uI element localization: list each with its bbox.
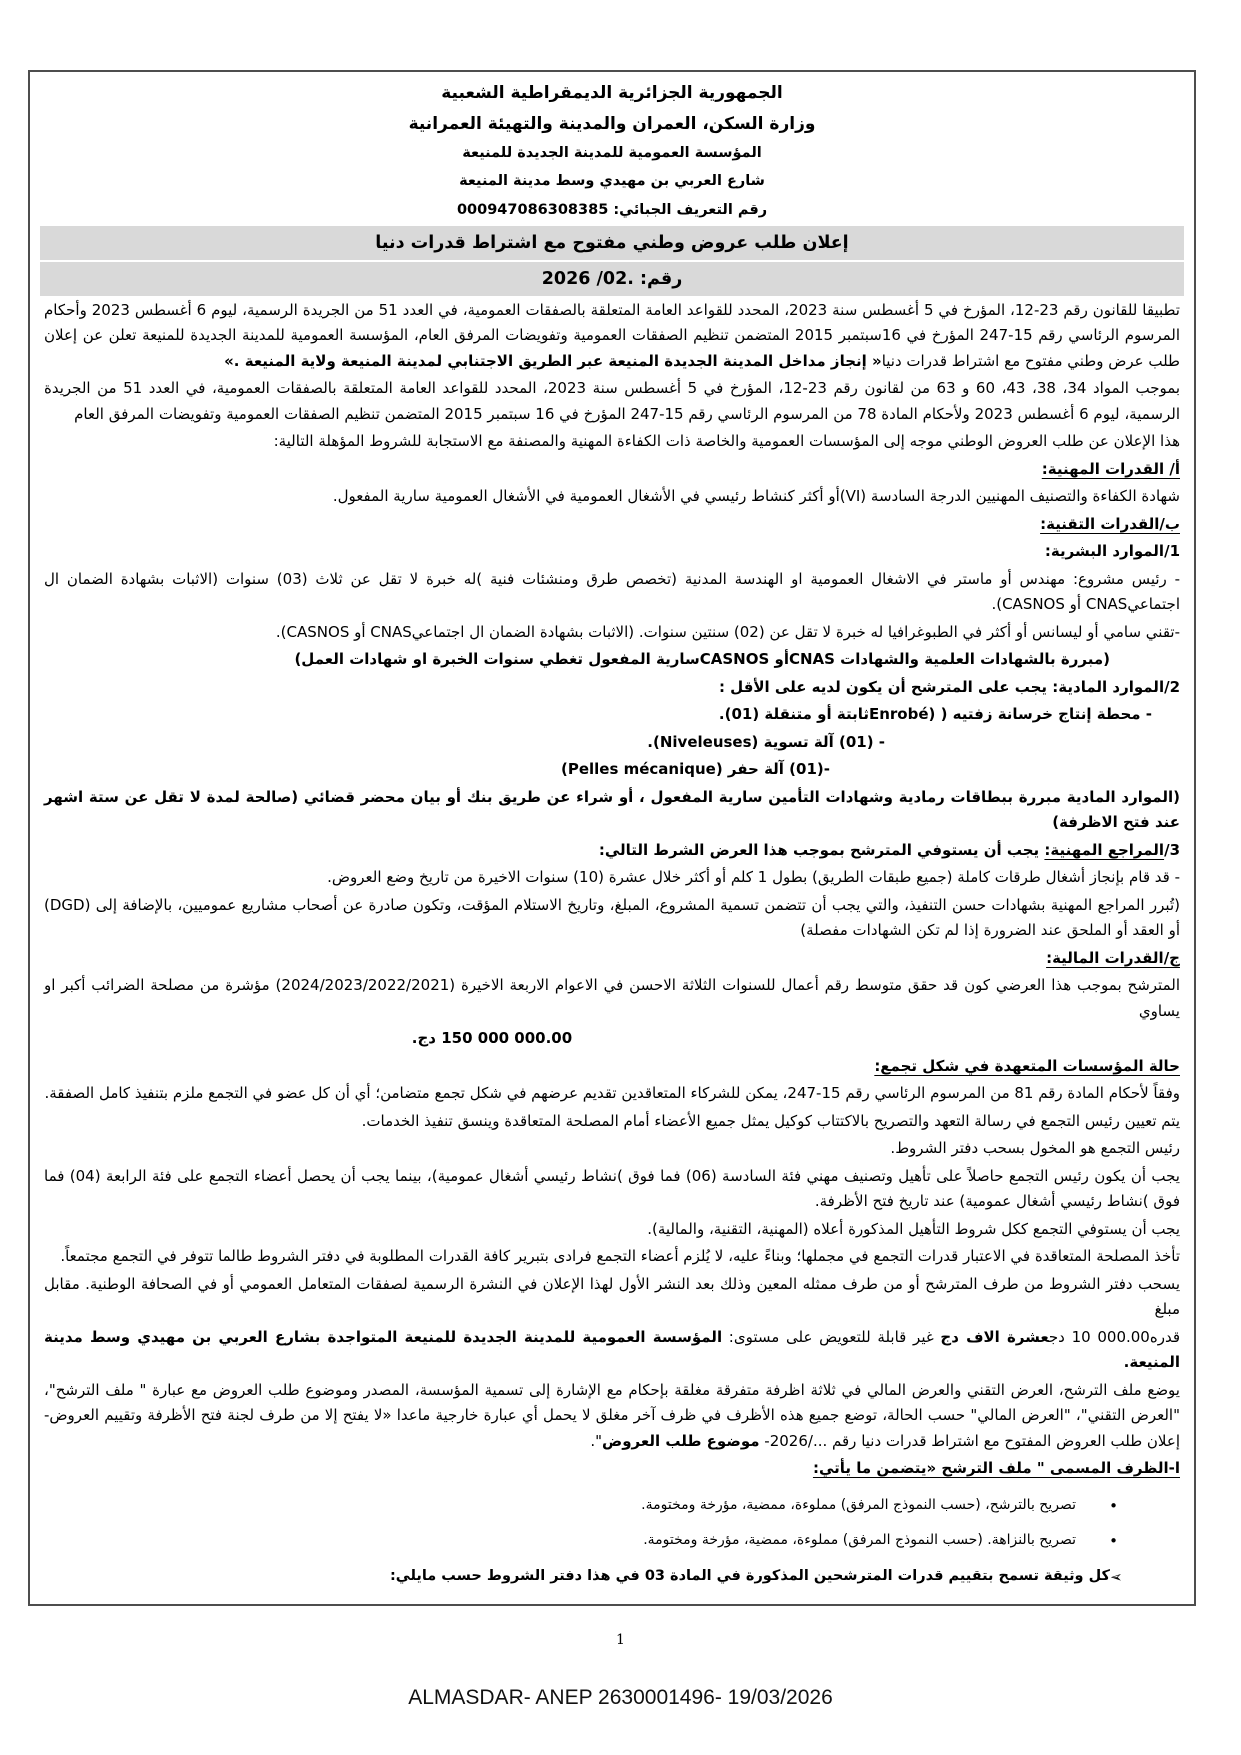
para-group-capacities: تأخذ المصلحة المتعاقدة في الاعتبار قدرات التجمع في مجملها؛ وبناءً عليه، لا يُلزم أعضاء التجمع فرادى بتبرير كافة القدرات المطلوبة في دفتر الشروط طالما تتوفر في التجمع مجتمعاً.	[60, 1247, 1180, 1266]
item-project-manager: - رئيس مشروع: مهندس أو ماستر في الاشغال العمومية او الهندسة المدنية (تخصص طرق ومنشئات فنية )له خبرة لا تقل عن ثلاث (03) سنوات (الاثبات بشهادة الضمان ال اجتماعيCNAS أو CASNOS).	[44, 569, 1180, 614]
arrowhead-bullet-icon: ➢	[1110, 1567, 1123, 1586]
para-envelopes-end: ".	[590, 1431, 603, 1450]
heading-material-resources: 2/الموارد المادية: يجب على المترشح أن يكون لديه على الأقل :	[718, 677, 1180, 696]
heading-human-resources: 1/الموارد البشرية:	[1044, 542, 1180, 561]
heading-group-case	[44, 1054, 1180, 1080]
para-envelopes-text: يوضع ملف الترشح، العرض التقني والعرض المالي في ثلاثة اظرفة متفرقة مغلقة بإحكام مع الإشارة إلى تسمية المؤسسة، المصدر وموضوع طلب العروض مع عبارة " ملف الترشح"، "العرض التقني"، "العرض المالي" حسب الحالة، توضع جميع هذه الأظرف في ظرف آخر مغلق لا يحمل أي عبارة خارجية ماعدا «لا يفتح إلا من طرف لجنة فتح الأظرفة وتقييم العروض-إعلان طلب العروض المفتوح مع اشتراط قدرات دنيا رقم .../2026-	[44, 1380, 1180, 1450]
para-material-proof: (الموارد المادية مبررة ببطاقات رمادية وشهادات التأمين سارية المفعول ، أو شراء عن طريق بنك أو بيان محضر قضائي (صالحة لمدة لا تقل عن ستة اشهر عند فتح الاظرفة)	[44, 787, 1180, 832]
bullet-icon: •	[1109, 1496, 1118, 1515]
banner-number-year: 2026	[541, 268, 591, 289]
heading-financial-capacities	[44, 946, 1180, 972]
para-addressees: هذا الإعلان عن طلب العروض الوطني موجه إلى المؤسسات العمومية والخاصة ذات الكفاءة المهنية والمصنفة مع الاستجابة للشروط المؤهلة التالية:	[273, 432, 1180, 451]
para-references-note: (تُبرر المراجع المهنية بشهادات حسن التنفيذ، والتي يجب أن تتضمن تسمية المشروع، المبلغ، وتاريخ الاستلام المؤقت، وتكون صادرة عن أصحاب مشاريع عموميين، بالإضافة إلى (DGD) أو العقد أو الملحق عند الضرورة إذا لم تكن الشهادات مفصلة)	[44, 895, 1180, 940]
document-frame	[28, 70, 1196, 1606]
item-excavator: -(01) آلة حفر (Pelles mécanique)	[560, 760, 830, 779]
item-asphalt-plant: - محطة إنتاج خرسانة زفتيه ( (Enrobéثابتة أو متنقلة (01).	[718, 705, 1152, 724]
header-republic: الجمهورية الجزائرية الديمقراطية الشعبية	[441, 83, 783, 103]
para-group-qualification: يجب أن يستوفي التجمع ككل شروط التأهيل المذكورة أعلاه (المهنية، التقنية، والمالية).	[647, 1219, 1180, 1238]
fee-middle: غير قابلة للتعويض على مستوى:	[722, 1327, 941, 1346]
header-ministry: وزارة السكن، العمران والمدينة والتهيئة العمرانية	[408, 113, 816, 134]
heading-professional-references-label: المراجع المهنية:	[1044, 840, 1165, 859]
heading-technical-capacities-label: ب/القدرات التقنية:	[1040, 514, 1180, 533]
item-evaluation-documents-text: كل وثيقة تسمح بتقييم قدرات المترشحين المذكورة في المادة 03 في هذا دفتر الشروط حسب مايلي:	[390, 1567, 1110, 1584]
para-envelopes-subject: موضوع طلب العروض	[602, 1431, 760, 1450]
banner-number-prefix: رقم: .02/	[590, 268, 683, 289]
header-tax-id: رقم التعريف الجبائي: 000947086308385	[456, 201, 768, 218]
footer-anep: ALMASDAR- ANEP 2630001496- 19/03/2026	[408, 1686, 833, 1709]
banner-title: إعلان طلب عروض وطني مفتوح مع اشتراط قدرات دنيا	[40, 226, 1184, 260]
page-number: 1	[616, 1632, 625, 1648]
para-group-leader-designation: يتم تعيين رئيس التجمع في رسالة التعهد والتصريح بالاكتتاب كوكيل يمثل جميع الأعضاء أمام المصلحة المتعاقدة وينسق تنفيذ الخدمات.	[361, 1111, 1180, 1130]
fee-prefix: قدره10 000.00 دج	[1048, 1327, 1180, 1346]
heading-candidacy-envelope	[44, 1456, 1180, 1482]
item-road-works: - قد قام بإنجاز أشغال طرقات كاملة (جميع طبقات الطريق) بطول 1 كلم أو أكثر خلال عشرة (10) سنوات الاخيرة من تاريخ وضع العروض.	[327, 868, 1180, 887]
heading-financial-capacities-label: ج/القدرات المالية:	[1046, 948, 1180, 967]
para-group-solidarity: وفقاً لأحكام المادة رقم 81 من المرسوم الرئاسي رقم 15-247، يمكن للشركاء المتعاقدين تقديم عرضهم في شكل تجمع متضامن؛ أي أن كل عضو في التجمع ملزم بتنفيذ كامل الصفقة.	[44, 1084, 1180, 1103]
heading-professional-references-number: 3/	[1164, 840, 1180, 859]
para-qualification-certificate: شهادة الكفاءة والتصنيف المهنيين الدرجة السادسة (VI)أو أكثر كنشاط رئيسي في الأشغال العمومية في الأشغال العمومية سارية المفعول.	[332, 487, 1180, 506]
project-title: « إنجاز مداخل المدينة الجديدة المنيعة عبر الطريق الاجتنابي لمدينة المنيعة ولاية المنيعة .»	[224, 351, 882, 370]
para-booklet-withdrawal: يسحب دفتر الشروط من طرف المترشح أو من طرف ممثله المعين وذلك بعد النشر الأول لهذا الإعلان في النشرة الرسمية لصفقات المتعامل العمومي أو في الصحافة الوطنية. مقابل مبلغ	[44, 1274, 1180, 1319]
para-articles: بموجب المواد 34، 38، 43، 60 و 63 من لقانون رقم 23-12، المؤرخ في 5 أغسطس سنة 2023، المحدد للقواعد العامة المتعلقة بالصفقات العمومية، في العدد 51 من الجريدة الرسمية، ليوم 6 أغسطس 2023 ولأحكام المادة 78 من المرسوم الرئاسي رقم 15-247 المؤرخ في 16 سبتمبر 2015 المتضمن تنظيم الصفقات العمومية وتفويضات المرفق العام	[44, 379, 1181, 423]
item-grader: - (01) آلة تسوية (Niveleuses).	[647, 732, 885, 751]
heading-professional-references-rest: يجب أن يستوفي المترشح بموجب هذا العرض الشرط التالي:	[598, 840, 1045, 859]
heading-group-case-label: حالة المؤسسات المتعهدة في شكل تجمع:	[874, 1056, 1180, 1075]
para-group-leader-booklet: رئيس التجمع هو المخول بسحب دفتر الشروط.	[890, 1139, 1180, 1158]
para-legal-basis-text: تطبيقا للقانون رقم 23-12، المؤرخ في 5 أغسطس سنة 2023، المحدد للقواعد العامة المتعلقة بالصفقات العمومية، في العدد 51 من الجريدة الرسمية، ليوم 6 أغسطس 2023 وأحكام المرسوم الرئاسي رقم 15-247 المؤرخ في 16سبتمبر 2015 المتضمن تنظيم الصفقات العمومية وتفويضات المرفق العام، المؤسسة العمومية للمدينة الجديدة للمنيعة تعلن عن إعلان طلب عرض وطني مفتوح مع اشتراط قدرات دنيا	[44, 300, 1181, 370]
bullet-candidacy-declaration	[44, 1495, 1180, 1518]
para-turnover: المترشح بموجب هذا العرضي كون قد حقق متوسط رقم أعمال للسنوات الثلاثة الاحسن في الاعوام الاربعة الاخيرة (2024/2023/2022/2021) مؤشرة من مصلحة الضرائب أكبر او يساوي	[44, 976, 1180, 1020]
fee-words: عشرة الاف دج	[940, 1327, 1049, 1346]
header-establishment: المؤسسة العمومية للمدينة الجديدة للمنيعة	[462, 145, 762, 162]
turnover-amount: 150 000 000.00 دج.	[411, 1029, 573, 1048]
heading-professional-capacities-label: أ/ القدرات المهنية:	[1041, 459, 1180, 478]
fee-entity: المؤسسة العمومية للمدينة الجديدة للمنيعة المتواجدة بشارع العربي بن مهيدي وسط مدينة المنيعة.	[44, 1327, 1180, 1372]
para-fee-amount	[44, 1325, 1180, 1376]
banner-number	[40, 262, 1184, 296]
item-evaluation-documents	[44, 1566, 1180, 1589]
item-topographer: -تقني سامي أو ليسانس أو أكثر في الطبوغرافيا له خبرة لا تقل عن (02) سنتين سنوات. (الاثبات بشهادة الضمان ال اجتماعيCNAS أو CASNOS).	[275, 622, 1180, 641]
heading-professional-references	[44, 838, 1180, 864]
para-legal-basis	[44, 298, 1180, 375]
header-address: شارع العربي بن مهيدي وسط مدينة المنيعة	[459, 173, 765, 190]
heading-technical-capacities	[44, 512, 1180, 538]
bullet-candidacy-declaration-text: تصريح بالترشح، (حسب النموذج المرفق) مملوءة، ممضية، مؤرخة ومختومة.	[641, 1496, 1076, 1513]
heading-professional-capacities	[44, 457, 1180, 483]
para-certificates-note: (مبررة بالشهادات العلمية والشهادات CNASأو CASNOSسارية المفعول تغطي سنوات الخبرة او شهادات العمل)	[294, 650, 1110, 669]
bullet-integrity-declaration	[44, 1530, 1180, 1553]
bullet-icon: •	[1109, 1532, 1118, 1551]
heading-candidacy-envelope-label: ا-الظرف المسمى " ملف الترشح «يتضمن ما يأتي:	[812, 1459, 1180, 1478]
para-envelopes	[44, 1378, 1180, 1455]
bullet-integrity-declaration-text: تصريح بالنزاهة. (حسب النموذج المرفق) مملوءة، ممضية، مؤرخة ومختومة.	[643, 1532, 1076, 1549]
para-group-classification: يجب أن يكون رئيس التجمع حاصلاً على تأهيل وتصنيف مهني فئة السادسة (06) فما فوق )نشاط رئيسي أشغال عمومية)، بينما يجب أن يحصل أعضاء التجمع على فئة الرابعة (04) فما فوق )نشاط رئيسي أشغال عمومية) عند تاريخ فتح الأظرفة.	[44, 1166, 1180, 1211]
